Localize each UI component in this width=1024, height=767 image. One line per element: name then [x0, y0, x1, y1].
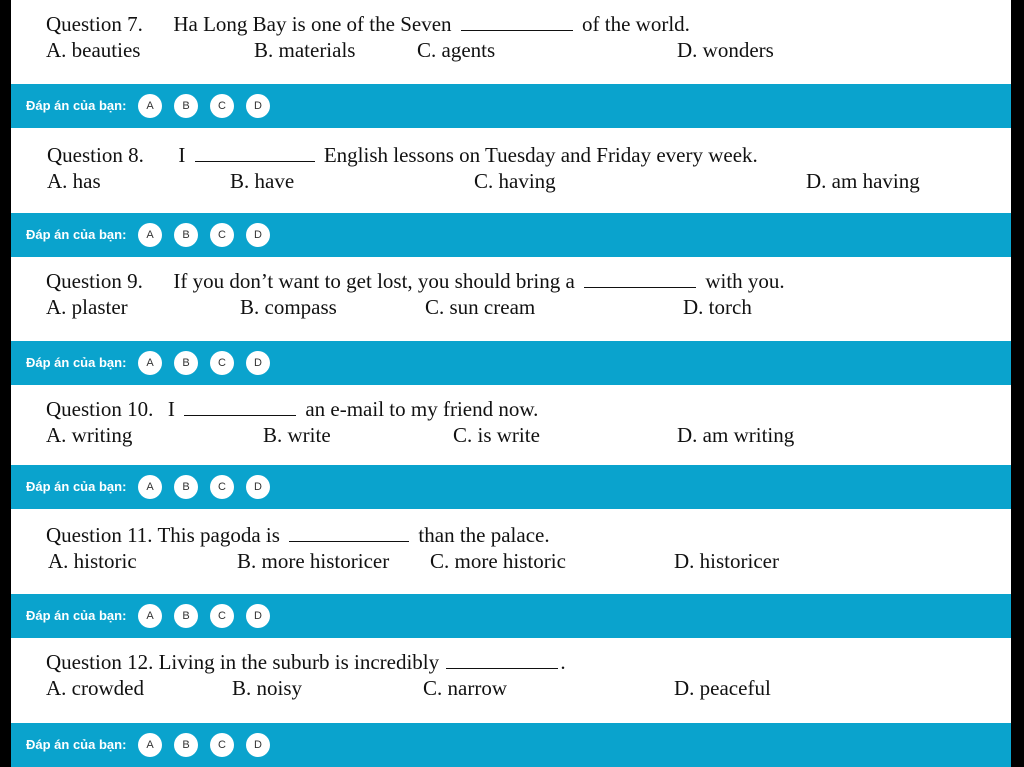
choice-c-button[interactable]: C	[210, 475, 234, 499]
choice-d-button[interactable]: D	[246, 475, 270, 499]
question-stem-before: Ha Long Bay is one of the Seven	[173, 12, 452, 36]
option-a: A. plaster	[46, 295, 128, 319]
answer-bar	[11, 84, 1011, 128]
question-text	[46, 523, 550, 547]
answer-blank	[289, 523, 409, 542]
option-b: B. materials	[254, 38, 356, 62]
question-number: Question 12.	[46, 650, 154, 674]
answer-bar	[11, 341, 1011, 385]
choice-b-button[interactable]: B	[174, 94, 198, 118]
question-block-7	[11, 0, 1011, 84]
answer-label: Đáp án của bạn:	[26, 737, 127, 752]
question-text	[46, 269, 785, 293]
choice-b-button[interactable]: B	[174, 733, 198, 757]
choice-a-button[interactable]: A	[138, 475, 162, 499]
answer-label: Đáp án của bạn:	[26, 479, 127, 494]
option-d: D. am having	[806, 169, 920, 193]
choice-c-button[interactable]: C	[210, 733, 234, 757]
answer-bar	[11, 213, 1011, 257]
choice-a-button[interactable]: A	[138, 223, 162, 247]
option-a: A. historic	[48, 549, 137, 573]
answer-blank	[446, 650, 558, 669]
option-c: C. more historic	[430, 549, 566, 573]
answer-label: Đáp án của bạn:	[26, 355, 127, 370]
choice-b-button[interactable]: B	[174, 604, 198, 628]
answer-blank	[461, 12, 573, 31]
answer-bar	[11, 465, 1011, 509]
question-number: Question 9.	[46, 269, 143, 293]
question-block-8	[11, 128, 1011, 213]
choice-d-button[interactable]: D	[246, 223, 270, 247]
option-a: A. has	[47, 169, 101, 193]
option-b: B. have	[230, 169, 295, 193]
question-number: Question 10.	[46, 397, 154, 421]
question-stem-after: of the world.	[582, 12, 690, 36]
question-stem-before: Living in the suburb is incredibly	[158, 650, 440, 674]
option-d: D. torch	[683, 295, 752, 319]
answer-bar	[11, 594, 1011, 638]
option-a: A. crowded	[46, 676, 144, 700]
question-stem-after: an e-mail to my friend now.	[305, 397, 539, 421]
option-c: C. narrow	[423, 676, 507, 700]
question-text	[46, 397, 538, 421]
answer-label: Đáp án của bạn:	[26, 608, 127, 623]
choice-d-button[interactable]: D	[246, 94, 270, 118]
option-a: A. beauties	[46, 38, 141, 62]
choice-c-button[interactable]: C	[210, 94, 234, 118]
option-c: C. agents	[417, 38, 496, 62]
answer-blank	[584, 269, 696, 288]
choice-a-button[interactable]: A	[138, 733, 162, 757]
option-d: D. peaceful	[674, 676, 771, 700]
question-number: Question 11.	[46, 523, 153, 547]
option-b: B. more historicer	[237, 549, 390, 573]
question-block-12	[11, 638, 1011, 723]
choice-b-button[interactable]: B	[174, 475, 198, 499]
answer-blank	[184, 397, 296, 416]
choice-d-button[interactable]: D	[246, 604, 270, 628]
question-stem-before: I	[167, 397, 175, 421]
question-text	[47, 143, 758, 167]
question-stem-after: English lessons on Tuesday and Friday every week.	[323, 143, 758, 167]
question-stem-after: with you.	[705, 269, 785, 293]
question-stem-before: I	[178, 143, 186, 167]
question-stem-before: This pagoda is	[157, 523, 280, 547]
question-stem-before: If you don’t want to get lost, you should bring a	[173, 269, 575, 293]
choice-a-button[interactable]: A	[138, 94, 162, 118]
choice-b-button[interactable]: B	[174, 223, 198, 247]
question-number: Question 7.	[46, 12, 143, 36]
choice-c-button[interactable]: C	[210, 223, 234, 247]
choice-b-button[interactable]: B	[174, 351, 198, 375]
option-c: C. sun cream	[425, 295, 536, 319]
question-block-9	[11, 257, 1011, 341]
answer-bar	[11, 723, 1011, 767]
question-text	[46, 12, 690, 36]
choice-d-button[interactable]: D	[246, 351, 270, 375]
answer-blank	[195, 143, 315, 162]
choice-c-button[interactable]: C	[210, 604, 234, 628]
question-block-10	[11, 385, 1011, 465]
option-b: B. compass	[240, 295, 337, 319]
answer-label: Đáp án của bạn:	[26, 98, 127, 113]
choice-a-button[interactable]: A	[138, 351, 162, 375]
choice-c-button[interactable]: C	[210, 351, 234, 375]
question-stem-after: .	[560, 650, 566, 674]
option-d: D. am writing	[677, 423, 795, 447]
question-stem-after: than the palace.	[418, 523, 550, 547]
quiz-panel	[11, 0, 1011, 766]
option-c: C. having	[474, 169, 556, 193]
choice-a-button[interactable]: A	[138, 604, 162, 628]
choice-d-button[interactable]: D	[246, 733, 270, 757]
option-c: C. is write	[453, 423, 540, 447]
option-b: B. write	[263, 423, 331, 447]
question-number: Question 8.	[47, 143, 144, 167]
option-b: B. noisy	[232, 676, 303, 700]
question-block-11	[11, 509, 1011, 594]
option-d: D. wonders	[677, 38, 774, 62]
answer-label: Đáp án của bạn:	[26, 227, 127, 242]
question-text	[46, 650, 566, 674]
option-d: D. historicer	[674, 549, 779, 573]
option-a: A. writing	[46, 423, 133, 447]
